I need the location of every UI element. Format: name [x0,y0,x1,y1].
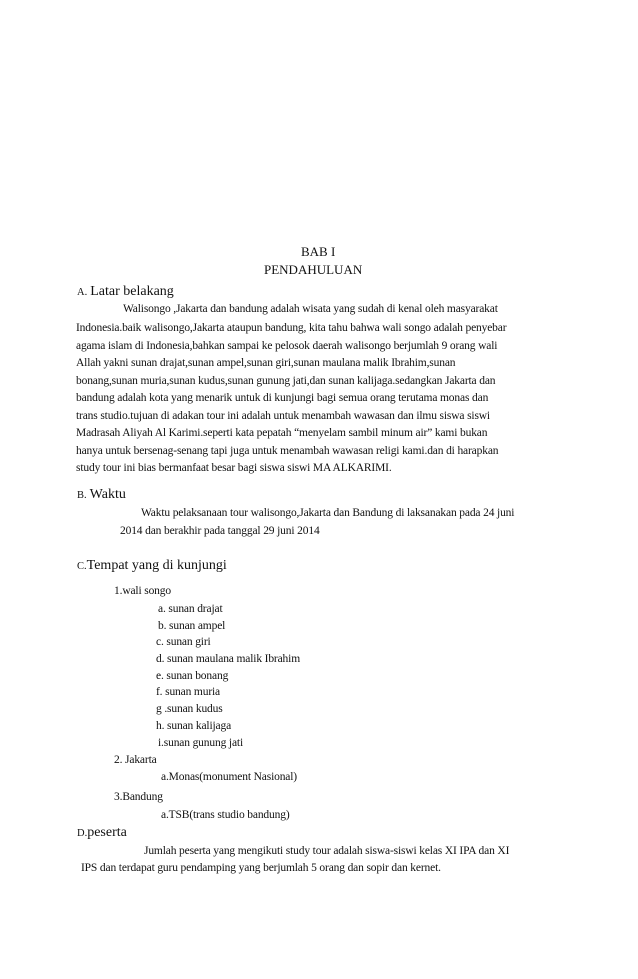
visit-item: e. sunan bonang [156,670,229,682]
section-a-line-8: Madrasah Aliyah Al Karimi.seperti kata pepatah “menyelam sambil minum air” kami bukan [76,427,488,439]
section-a-line-6: bandung adalah kota yang menarik untuk di kunjungi bagi semua orang terutama monas dan [76,392,489,404]
chapter-title: PENDAHULUAN [264,262,363,277]
section-c-heading [77,557,227,575]
section-b-title: Waktu [89,487,126,502]
section-a-line-1: Walisongo ,Jakarta dan bandung adalah wisata yang sudah di kenal oleh masyarakat [123,303,498,315]
section-a-prefix: A. [77,287,88,298]
chapter-number: BAB I [301,244,336,259]
visit-group-1-label: 1.wali songo [114,585,171,597]
section-a-line-9: hanya untuk bersenag-senang tapi juga untuk menambah wawasan religi kami.dan di harapkan [76,445,499,457]
section-a-line-10: study tour ini bias bermanfaat besar bagi siswa siswi MA ALKARIMI. [76,462,392,474]
visit-item: a.Monas(monument Nasional) [161,771,297,783]
section-b-line-1: Waktu pelaksanaan tour walisongo,Jakarta dan Bandung di laksanakan pada 24 juni [141,507,515,519]
visit-group-3-label: 3.Bandung [114,791,163,803]
visit-item: c. sunan giri [156,636,211,648]
visit-item: d. sunan maulana malik Ibrahim [156,653,301,665]
visit-item: h. sunan kalijaga [156,720,232,732]
visit-item: a. sunan drajat [158,603,223,615]
section-c-title: Tempat yang di kunjungi [86,558,227,573]
section-a-line-2: Indonesia.baik walisongo,Jakarta ataupun bandung, kita tahu bahwa wali songo adalah penyebar [76,322,507,334]
section-b-line-2: 2014 dan berakhir pada tanggal 29 juni 2014 [120,525,320,537]
visit-group-2-label: 2. Jakarta [114,754,157,766]
section-d-title: peserta [87,825,127,840]
section-a-line-5: bonang,sunan muria,sunan kudus,sunan gunung jati,dan sunan kalijaga.sedangkan Jakarta dan [76,375,496,387]
visit-item: f. sunan muria [156,686,221,698]
visit-item: i.sunan gunung jati [158,737,243,749]
section-a-line-3: agama islam di Indonesia,bahkan sampai ke pelosok daerah walisongo berjumlah 9 orang wali [76,340,498,352]
section-c-prefix: C. [77,561,87,572]
section-d-prefix: D. [77,828,88,839]
visit-item: b. sunan ampel [158,620,226,632]
section-a-line-4: Allah yakni sunan drajat,sunan ampel,sunan giri,sunan maulana malik Ibrahim,sunan [76,357,456,369]
section-d-heading [77,824,127,842]
section-d-line-2: IPS dan terdapat guru pendamping yang berjumlah 5 orang dan sopir dan kernet. [81,862,441,874]
section-b-prefix: B. [77,490,87,501]
section-d-line-1: Jumlah peserta yang mengikuti study tour adalah siswa-siswi kelas XI IPA dan XI [144,845,510,857]
section-b-heading [77,486,126,504]
section-a-line-7: trans studio.tujuan di adakan tour ini adalah untuk menambah wawasan dan ilmu siswa siswi [76,410,490,422]
section-a-heading [77,283,174,301]
visit-item: g .sunan kudus [156,703,223,715]
section-a-title: Latar belakang [90,284,174,299]
visit-item: a.TSB(trans studio bandung) [161,809,290,821]
